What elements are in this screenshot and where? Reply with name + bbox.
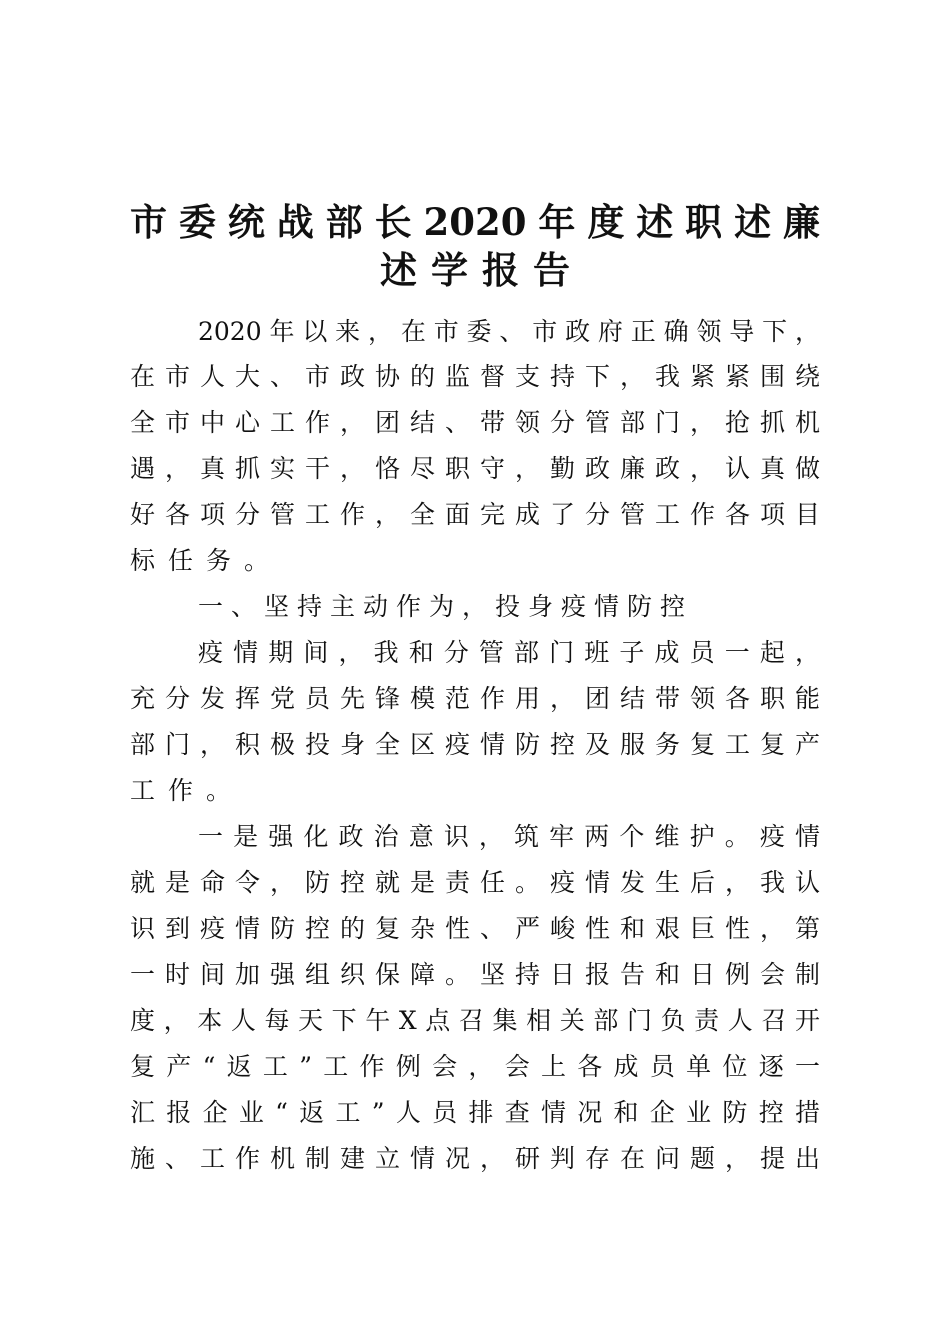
- paragraph-line: 就是命令，防控就是责任。疫情发生后，我认: [130, 868, 820, 897]
- paragraph-line: 在市人大、市政协的监督支持下，我紧紧围绕: [130, 362, 820, 391]
- paragraph-line: 汇报企业“返工”人员排查情况和企业防控措: [130, 1098, 820, 1127]
- paragraph-line: 遇，真抓实干，恪尽职守，勤政廉政，认真做: [130, 454, 820, 483]
- paragraph-line: 施、工作机制建立情况，研判存在问题，提出: [130, 1144, 820, 1173]
- paragraph-line: 部门，积极投身全区疫情防控及服务复工复产: [130, 730, 820, 759]
- paragraph-line: 充分发挥党员先锋模范作用，团结带领各职能: [130, 684, 820, 713]
- paragraph-line: 一是强化政治意识，筑牢两个维护。疫情: [198, 822, 820, 851]
- paragraph-line: 全市中心工作，团结、带领分管部门，抢抓机: [130, 408, 820, 437]
- paragraph-line: 工作。: [130, 776, 245, 805]
- document-title-line-2: 述学报告: [380, 248, 584, 292]
- paragraph-line: 疫情期间，我和分管部门班子成员一起，: [198, 638, 820, 667]
- paragraph-line: 度，本人每天下午X点召集相关部门负责人召开: [130, 1006, 820, 1035]
- paragraph-line: 复产“返工”工作例会，会上各成员单位逐一: [130, 1052, 820, 1081]
- section-heading: 一、坚持主动作为，投身疫情防控: [198, 592, 694, 621]
- paragraph-line: 一时间加强组织保障。坚持日报告和日例会制: [130, 960, 820, 989]
- paragraph-line: 识到疫情防控的复杂性、严峻性和艰巨性，第: [130, 914, 820, 943]
- paragraph-line: 标任务。: [130, 546, 283, 575]
- document-title-line-1: 市委统战部长2020年度述职述廉: [130, 200, 820, 244]
- paragraph-line: 2020年以来，在市委、市政府正确领导下，: [198, 317, 820, 346]
- paragraph-line: 好各项分管工作，全面完成了分管工作各项目: [130, 500, 820, 529]
